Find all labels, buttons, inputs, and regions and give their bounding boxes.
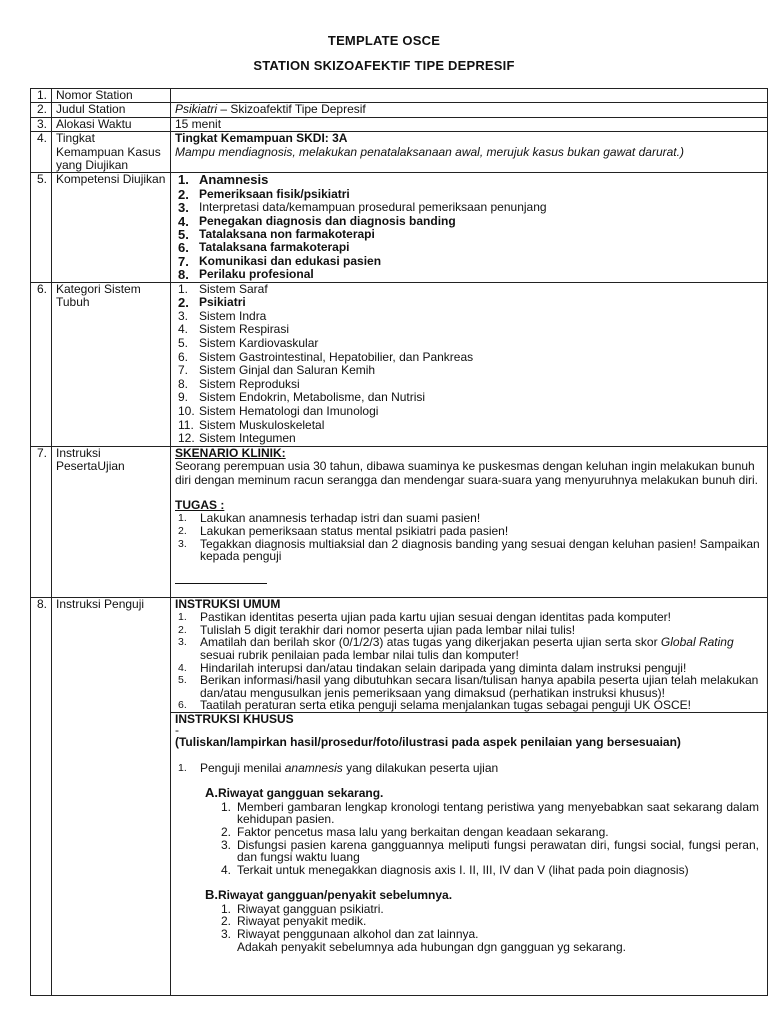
tugas-heading: TUGAS : xyxy=(175,498,225,513)
row-instruksi-peserta xyxy=(31,446,768,597)
row-value xyxy=(171,89,768,103)
row-value: 15 menit xyxy=(171,117,768,131)
list-item: 3. Sistem Indra xyxy=(178,308,267,323)
list-item: 3. Interpretasi data/kemampuan prosedural pemeriksaan penunjang xyxy=(178,200,547,216)
row-value xyxy=(171,282,768,446)
list-item: 1. Lakukan anamnesis terhadap istri dan suami pasien! xyxy=(178,511,481,526)
khusus-note: (Tuliskan/lampirkan hasil/prosedur/foto/ilustrasi pada aspek penilaian yang bersesuaian) xyxy=(175,735,681,750)
list-item: 2. Psikiatri xyxy=(178,295,246,311)
list-item: 8. Perilaku profesional xyxy=(178,267,314,283)
list-item: 2. Lakukan pemeriksaan status mental psikiatri pada pasien! xyxy=(178,524,509,539)
row-number: 2. xyxy=(31,103,52,117)
row-value xyxy=(171,132,768,173)
row-label: Instruksi Penguji xyxy=(52,597,171,995)
section-b-list xyxy=(175,903,763,953)
skenario-heading: SKENARIO KLINIK: xyxy=(175,445,286,460)
row-label: Nomor Station xyxy=(52,89,171,103)
list-item: 3. Tegakkan diagnosis multiaksial dan 2 diagnosis banding yang sesuai dengan keluhan pasien! Sampaikan kepada penguji xyxy=(178,536,760,564)
skenario-text: Seorang perempuan usia 30 tahun, dibawa suaminya ke puskesmas dengan keluhan ingin melakukan bunuh diri dengan meminum racun serangga dan mendengar suara-suara yang menyuruhnya melakukan bunuh diri. xyxy=(175,459,759,487)
list-item: 10. Sistem Hematologi dan Imunologi xyxy=(178,404,379,419)
list-item: 1. Sistem Saraf xyxy=(178,281,268,296)
row-number: 8. xyxy=(31,597,52,995)
row-label: Kategori Sistem Tubuh xyxy=(52,282,171,446)
row-nomor-station xyxy=(31,89,768,103)
tugas-list xyxy=(175,512,763,562)
instruksi-umum-cell xyxy=(171,597,768,712)
khusus-dash: - xyxy=(175,723,179,738)
list-item: 11. Sistem Muskuloskeletal xyxy=(178,417,325,432)
row-number: 7. xyxy=(31,446,52,597)
document-title: TEMPLATE OSCE xyxy=(327,33,441,48)
khusus-list xyxy=(175,762,763,775)
list-item: 1. Riwayat gangguan psikiatri. xyxy=(221,901,384,916)
row-label: Instruksi PesertaUjian xyxy=(52,446,171,597)
row-label: Tingkat Kemampuan Kasus yang Diujikan xyxy=(52,132,171,173)
list-item: 5. Sistem Kardiovaskular xyxy=(178,336,319,351)
row-number: 3. xyxy=(31,117,52,131)
skdi-level: Tingkat Kemampuan SKDI: 3A xyxy=(175,131,348,146)
list-item: 7. Sistem Ginjal dan Saluran Kemih xyxy=(178,363,376,378)
list-item: 6. Sistem Gastrointestinal, Hepatobilier, dan Pankreas xyxy=(178,349,474,364)
row-label: Alokasi Waktu xyxy=(52,117,171,131)
list-item: 2. Riwayat penyakit medik. xyxy=(221,914,367,929)
document-subtitle: STATION SKIZOAFEKTIF TIPE DEPRESIF xyxy=(253,58,515,73)
section-b-heading: B.Riwayat gangguan/penyakit sebelumnya. xyxy=(205,887,453,903)
list-item: 2. Pemeriksaan fisik/psikiatri xyxy=(178,186,350,202)
row-number: 1. xyxy=(31,89,52,103)
list-item: 9. Sistem Endokrin, Metabolisme, dan Nutrisi xyxy=(178,390,426,405)
list-item: 6. Taatilah peraturan serta etika penguji selama menjalankan tugas sebagai penguji UK OSCE! xyxy=(178,698,691,713)
body-system-list xyxy=(175,283,763,446)
row-kategori-sistem xyxy=(31,282,768,446)
section-a-list xyxy=(175,801,763,877)
list-item: 4. Sistem Respirasi xyxy=(178,322,290,337)
row-value xyxy=(171,446,768,597)
instruksi-khusus-cell xyxy=(171,712,768,995)
list-item: 1. Anamnesis xyxy=(178,172,269,188)
list-item: 1. Pastikan identitas peserta ujian pada kartu ujian sesuai dengan identitas pada komputer! xyxy=(178,610,671,625)
row-kompetensi xyxy=(31,173,768,282)
station-topic: Psikiatri xyxy=(175,102,218,117)
list-item: 3. Amatilah dan berilah skor (0/1/2/3) atas tugas yang dikerjakan peserta ujian serta skor Global Rating sesuai rubrik penilaian pada lembar nilai tulis dan komputer! xyxy=(178,635,734,662)
list-item: 5. Tatalaksana non farmakoterapi xyxy=(178,227,375,243)
osce-table xyxy=(30,88,768,996)
list-item: 3. Disfungsi pasien karena gangguannya meliputi fungsi perawatan diri, fungsi social, fungsi peran, dan fungsi waktu luang xyxy=(221,837,759,865)
list-item: 6. Tatalaksana farmakoterapi xyxy=(178,240,350,256)
station-title: – Skizoafektif Tipe Depresif xyxy=(217,102,366,117)
row-tingkat-kemampuan xyxy=(31,132,768,173)
list-item: 5. Berikan informasi/hasil yang dibutuhkan secara lisan/tulisan hanya apabila peserta ujian telah melakukan dan/atau mengusulkan jenis pemeriksaan yang dimaksud (perhatikan instruksi khusus)! xyxy=(178,673,759,700)
skdi-description: Mampu mendiagnosis, melakukan penatalaksanaan awal, merujuk kasus bukan gawat darurat.) xyxy=(175,144,684,159)
row-value xyxy=(171,103,768,117)
row-label: Kompetensi Diujikan xyxy=(52,173,171,282)
list-item: Adakah penyakit sebelumnya ada hubungan dgn gangguan yg sekarang. xyxy=(237,939,626,954)
row-value xyxy=(171,173,768,282)
list-item: 2. Tulislah 5 digit terakhir dari nomor peserta ujian pada lembar nilai tulis! xyxy=(178,622,576,637)
underline-rule xyxy=(175,583,267,584)
list-item: 3. Riwayat penggunaan alkohol dan zat lainnya. xyxy=(221,926,479,941)
row-number: 4. xyxy=(31,132,52,173)
list-item: 4. Terkait untuk menegakkan diagnosis axis I. II, III, IV dan V (lihat pada poin diagnosis) xyxy=(221,862,689,877)
row-number: 6. xyxy=(31,282,52,446)
khusus-heading: INSTRUKSI KHUSUS xyxy=(175,711,294,726)
row-instruksi-penguji xyxy=(31,597,768,712)
competency-list xyxy=(175,173,763,281)
list-item: 1. Memberi gambaran lengkap kronologi tentang peristiwa yang menyebabkan saat sekarang dalam kehidupan pasien. xyxy=(221,799,759,827)
list-item: 7. Komunikasi dan edukasi pasien xyxy=(178,253,382,269)
list-item: 8. Sistem Reproduksi xyxy=(178,376,300,391)
list-item: 1. Penguji menilai anamnesis yang dilakukan peserta ujian xyxy=(178,760,499,775)
umum-heading: INSTRUKSI UMUM xyxy=(175,596,281,611)
row-label: Judul Station xyxy=(52,103,171,117)
list-item: 12. Sistem Integumen xyxy=(178,431,296,446)
row-number: 5. xyxy=(31,173,52,282)
list-item: 4. Hindarilah interupsi dan/atau tindakan selain daripada yang diminta dalam instruksi penguji! xyxy=(178,660,687,675)
list-item: 2. Faktor pencetus masa lalu yang berkaitan dengan keadaan sekarang. xyxy=(221,824,609,839)
row-alokasi-waktu xyxy=(31,117,768,131)
list-item: 4. Penegakan diagnosis dan diagnosis banding xyxy=(178,213,456,229)
section-a-heading: A.Riwayat gangguan sekarang. xyxy=(205,785,384,801)
row-judul-station xyxy=(31,103,768,117)
umum-list xyxy=(175,611,763,712)
